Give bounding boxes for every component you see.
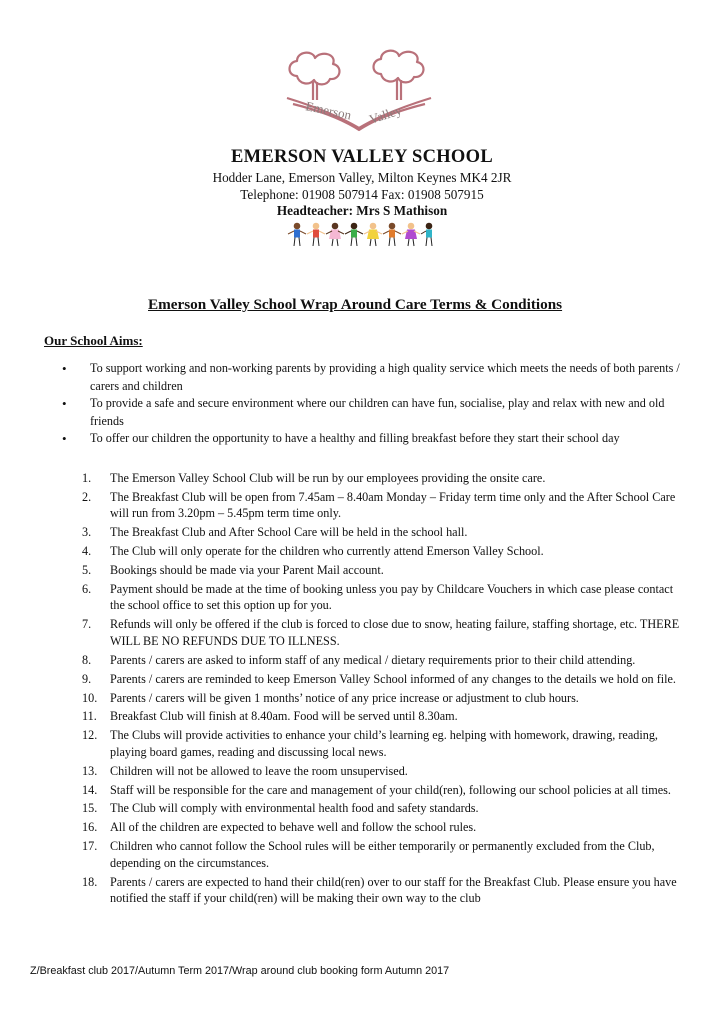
term-item [68,800,684,817]
term-text: All of the children are expected to behave well and follow the school rules. [110,820,477,835]
aims-list [44,360,684,448]
term-number: 11. [82,709,97,724]
term-item [68,690,684,707]
term-text: Payment should be made at the time of booking unless you pay by Childcare Vouchers in which case please contact the school office to set this option up for you. [110,581,674,613]
term-number: 18. [82,874,98,889]
terms-list [68,470,684,909]
term-number: 9. [82,671,92,686]
term-number: 12. [82,728,98,743]
term-number: 7. [82,617,92,632]
term-text: Refunds will only be offered if the club is forced to close due to snow, heating failure, staffing shortage, etc. THERE WILL BE NO REFUNDS DUE TO ILLNESS. [110,617,680,648]
term-item [68,489,684,522]
term-item [68,727,684,760]
term-number: 4. [82,544,92,559]
term-number: 14. [82,782,98,797]
term-text: The Breakfast Club and After School Care will be held in the school hall. [110,525,468,540]
term-number: 1. [82,471,92,485]
term-item [68,616,684,649]
term-text: Parents / carers will be given 1 months’ notice of any price increase or adjustment to club hours. [110,690,579,705]
term-item [68,671,684,688]
term-item [68,524,684,541]
term-text: Parents / carers are reminded to keep Emerson Valley School informed of any changes to the details we hold on file. [110,671,676,686]
term-item [68,782,684,799]
term-item [68,819,684,836]
term-text: Children who cannot follow the School rules will be either temporarily or permanently excluded from the Club, depending on the circumstances. [110,839,655,870]
aims-heading: Our School Aims: [44,333,143,348]
term-number: 6. [82,581,92,596]
term-text: The Clubs will provide activities to enhance your child’s learning eg. helping with homework, drawing, reading, playing board games, reading and discussing local news. [110,728,658,759]
term-number: 13. [82,763,98,778]
term-text: The Club will comply with environmental health food and safety standards. [110,801,479,816]
term-number: 15. [82,801,98,816]
term-item [68,763,684,780]
term-item [68,708,684,725]
term-text: Children will not be allowed to leave the room unsupervised. [110,763,408,778]
term-text: The Breakfast Club will be open from 7.45am – 8.40am Monday – Friday term time only and the After School Care will run from 3.20pm – 5.45pm term time only. [110,489,676,521]
school-name: EMERSON VALLEY SCHOOL [231,147,493,167]
term-text: Parents / carers are expected to hand their child(ren) over to our staff for the Breakfast Club. Please ensure you have notified the staff if your child(ren) will be making their own way to the club [110,874,677,906]
school-logo [283,46,435,132]
logo-text-emerson: Emerson [304,98,353,123]
term-item [68,543,684,560]
headteacher: Headteacher: Mrs S Mathison [276,203,448,218]
term-item [68,562,684,579]
children-clipart [287,221,435,247]
term-item [68,874,684,907]
term-text: Bookings should be made via your Parent Mail account. [110,563,384,578]
child-figure-4 [345,223,363,246]
aims-item: • To provide a safe and secure environment where our children can have fun, socialise, play and relax with new and old friends [44,395,684,430]
term-item [68,838,684,871]
child-figure-1 [288,223,306,246]
term-text: The Emerson Valley School Club will be run by our employees providing the onsite care. [110,471,546,485]
term-number: 17. [82,839,98,854]
child-figure-8 [421,223,432,246]
child-figure-2 [307,223,325,246]
term-number: 2. [82,489,92,504]
logo-text-valley: Valley [367,102,404,127]
term-item [68,652,684,669]
child-figure-7 [402,223,420,246]
term-item [68,581,684,614]
child-figure-6 [383,223,401,246]
term-number: 16. [82,820,98,835]
term-item [68,470,684,487]
term-text: Staff will be responsible for the care and management of your child(ren), following our school policies at all times. [110,782,671,797]
term-number: 5. [82,563,92,578]
aims-item: • To offer our children the opportunity to have a healthy and filling breakfast before they start their school day [44,430,684,448]
term-number: 10. [82,690,98,705]
school-phone: Telephone: 01908 507914 Fax: 01908 507915 [240,187,484,202]
term-number: 3. [82,525,92,540]
footer-path: Z/Breakfast club 2017/Autumn Term 2017/Wrap around club booking form Autumn 2017 [30,965,450,977]
document-title: Emerson Valley School Wrap Around Care Terms & Conditions [148,296,563,313]
school-address: Hodder Lane, Emerson Valley, Milton Keynes MK4 2JR [212,170,512,185]
term-text: The Club will only operate for the children who currently attend Emerson Valley School. [110,544,544,559]
term-text: Parents / carers are asked to inform staff of any medical / dietary requirements prior to their child attending. [110,652,636,667]
term-number: 8. [82,652,92,667]
child-figure-3 [326,223,344,246]
term-text: Breakfast Club will finish at 8.40am. Food will be served until 8.30am. [110,709,458,724]
child-figure-5 [364,223,382,246]
aims-item: • To support working and non-working parents by providing a high quality service which meets the needs of both parents / carers and children [44,360,684,395]
